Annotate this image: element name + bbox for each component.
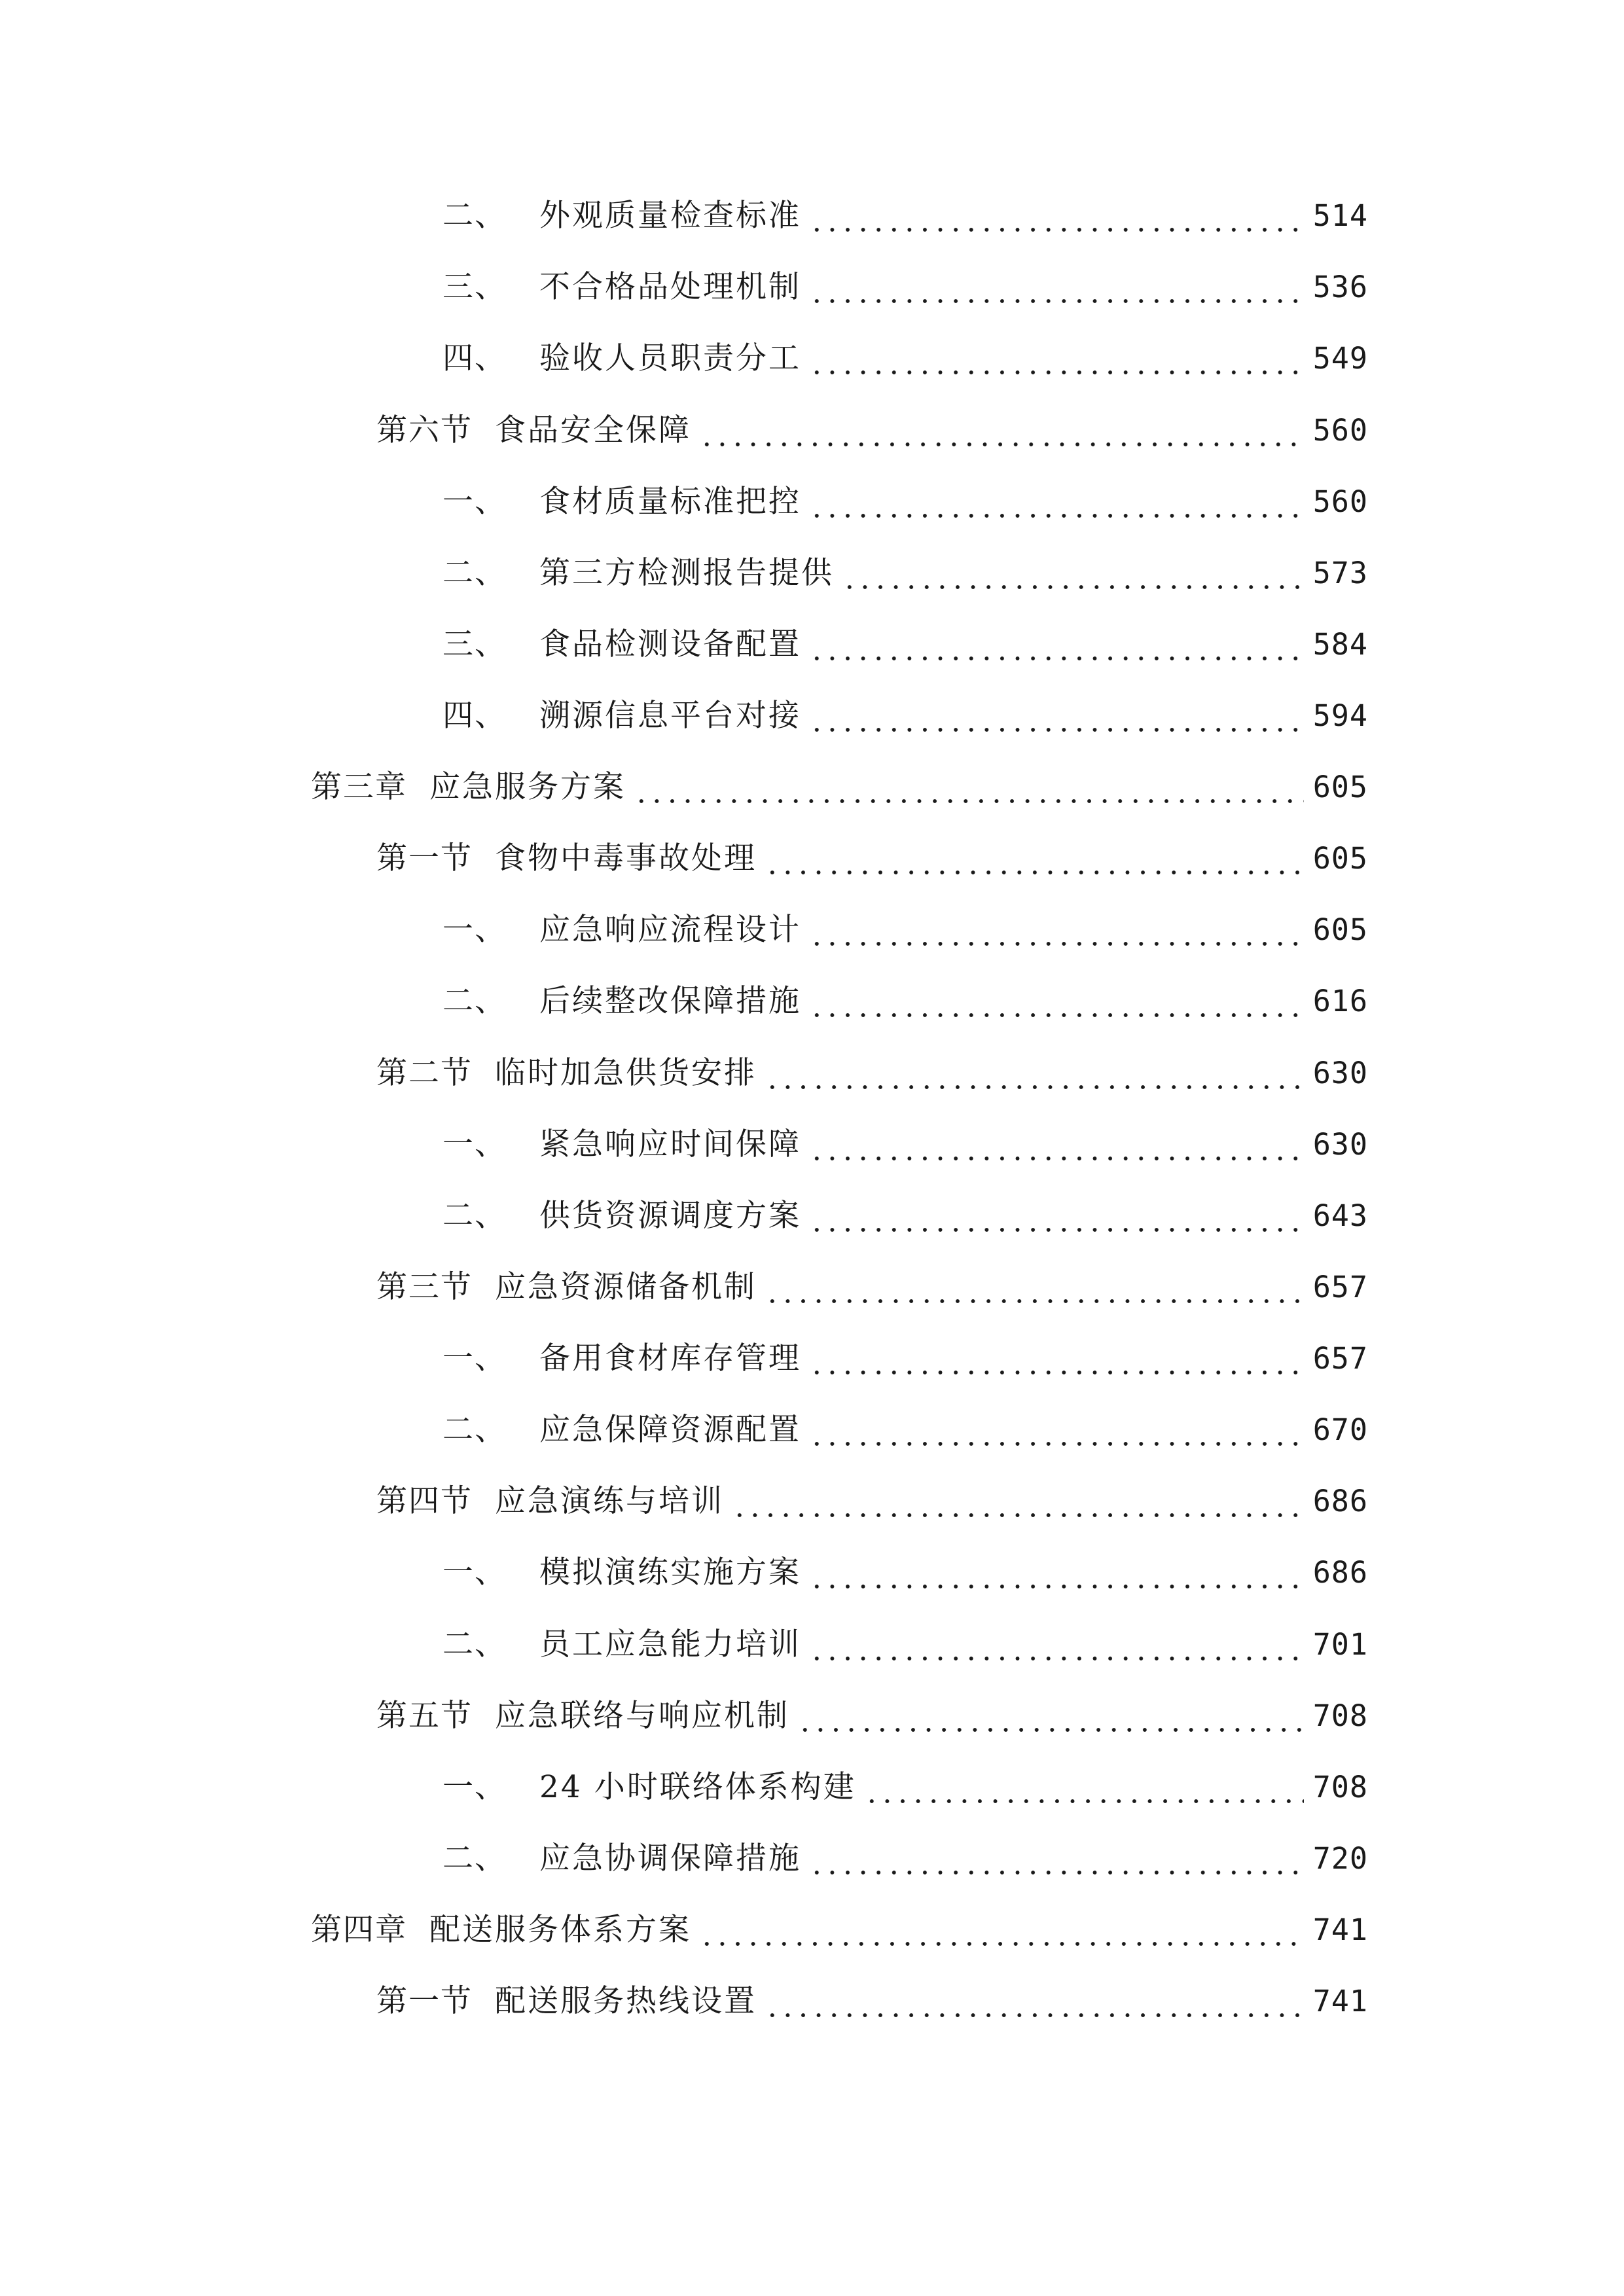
toc-entry[interactable] <box>311 1904 1368 1956</box>
entry-number: 第一节 <box>376 1983 473 2019</box>
dot-leader <box>842 547 1304 600</box>
entry-number: 二、 <box>442 983 507 1019</box>
dot-leader <box>809 261 1304 314</box>
dot-leader <box>797 1690 1304 1742</box>
dot-leader <box>809 904 1304 956</box>
toc-entry[interactable] <box>311 761 1368 814</box>
dot-leader <box>809 1333 1304 1385</box>
entry-title: 临时加急供货安排 <box>495 1055 757 1091</box>
dot-leader <box>765 833 1304 885</box>
entry-title: 24 小时联络体系构建 <box>539 1769 856 1805</box>
entry-page-number: 670 <box>1312 1412 1368 1447</box>
toc-entry[interactable] <box>442 476 1368 528</box>
entry-title: 应急保障资源配置 <box>539 1412 801 1448</box>
entry-page-number: 657 <box>1312 1341 1368 1376</box>
entry-page-number: 605 <box>1312 912 1368 947</box>
entry-title: 供货资源调度方案 <box>539 1198 801 1234</box>
toc-entry[interactable] <box>442 1833 1368 1885</box>
entry-number: 二、 <box>442 198 507 234</box>
toc-entry[interactable] <box>442 190 1368 242</box>
dot-leader <box>809 690 1304 742</box>
entry-number: 三、 <box>442 626 507 662</box>
entry-number: 一、 <box>442 1340 507 1376</box>
entry-title: 配送服务热线设置 <box>495 1983 757 2019</box>
entry-page-number: 657 <box>1312 1270 1368 1304</box>
entry-title: 溯源信息平台对接 <box>539 698 801 734</box>
entry-title: 外观质量检查标准 <box>539 198 801 234</box>
entry-page-number: 708 <box>1312 1698 1368 1733</box>
entry-title: 配送服务体系方案 <box>429 1912 691 1948</box>
entry-number: 二、 <box>442 1412 507 1448</box>
dot-leader <box>809 619 1304 671</box>
entry-number: 第三章 <box>311 769 407 805</box>
entry-page-number: 560 <box>1312 413 1368 448</box>
toc-entry[interactable] <box>442 904 1368 956</box>
entry-number: 四、 <box>442 698 507 734</box>
entry-page-number: 708 <box>1312 1770 1368 1804</box>
entry-title: 应急资源储备机制 <box>495 1269 757 1305</box>
entry-title: 员工应急能力培训 <box>539 1626 801 1662</box>
entry-page-number: 605 <box>1312 770 1368 804</box>
entry-title: 食品安全保障 <box>495 412 691 448</box>
dot-leader <box>634 761 1304 814</box>
entry-page-number: 686 <box>1312 1484 1368 1518</box>
dot-leader <box>732 1475 1304 1528</box>
entry-title: 后续整改保障措施 <box>539 983 801 1019</box>
entry-page-number: 536 <box>1312 270 1368 304</box>
entry-title: 模拟演练实施方案 <box>539 1554 801 1590</box>
entry-page-number: 741 <box>1312 1912 1368 1947</box>
toc-entry[interactable] <box>442 332 1368 385</box>
entry-page-number: 573 <box>1312 556 1368 590</box>
toc-entry[interactable] <box>442 547 1368 600</box>
dot-leader <box>765 1975 1304 2028</box>
toc-entry[interactable] <box>442 1547 1368 1599</box>
dot-leader <box>809 1547 1304 1599</box>
entry-title: 备用食材库存管理 <box>539 1340 801 1376</box>
dot-leader <box>809 975 1304 1028</box>
dot-leader <box>809 190 1304 242</box>
dot-leader <box>765 1261 1304 1314</box>
dot-leader <box>765 1047 1304 1100</box>
dot-leader <box>699 404 1304 457</box>
entry-number: 一、 <box>442 1769 507 1805</box>
entry-page-number: 549 <box>1312 341 1368 376</box>
toc-entry[interactable] <box>376 1261 1368 1314</box>
dot-leader <box>699 1904 1304 1956</box>
entry-number: 第四节 <box>376 1483 473 1519</box>
toc-entry[interactable] <box>376 1475 1368 1528</box>
toc-entry[interactable] <box>376 1975 1368 2028</box>
dot-leader <box>864 1761 1304 1814</box>
entry-number: 第六节 <box>376 412 473 448</box>
entry-page-number: 560 <box>1312 484 1368 519</box>
entry-title: 食材质量标准把控 <box>539 484 801 520</box>
dot-leader <box>809 1119 1304 1171</box>
entry-page-number: 686 <box>1312 1555 1368 1590</box>
entry-title: 第三方检测报告提供 <box>539 555 834 591</box>
entry-number: 第三节 <box>376 1269 473 1305</box>
toc-entry[interactable] <box>376 1047 1368 1100</box>
toc-entry[interactable] <box>442 1619 1368 1671</box>
entry-number: 一、 <box>442 1126 507 1162</box>
entry-page-number: 584 <box>1312 627 1368 662</box>
entry-page-number: 701 <box>1312 1627 1368 1662</box>
toc-entry[interactable] <box>442 261 1368 314</box>
entry-number: 一、 <box>442 1554 507 1590</box>
entry-number: 二、 <box>442 555 507 591</box>
toc-entry[interactable] <box>376 833 1368 885</box>
entry-page-number: 720 <box>1312 1841 1368 1876</box>
toc-entry[interactable] <box>442 1190 1368 1242</box>
entry-number: 第四章 <box>311 1912 407 1948</box>
entry-page-number: 605 <box>1312 841 1368 876</box>
entry-title: 应急协调保障措施 <box>539 1840 801 1876</box>
entry-title: 食物中毒事故处理 <box>495 840 757 876</box>
dot-leader <box>809 1833 1304 1885</box>
entry-page-number: 630 <box>1312 1056 1368 1090</box>
toc-entry[interactable] <box>376 1690 1368 1742</box>
entry-number: 第一节 <box>376 840 473 876</box>
entry-page-number: 514 <box>1312 198 1368 233</box>
toc-entry[interactable] <box>376 404 1368 457</box>
entry-page-number: 616 <box>1312 984 1368 1018</box>
dot-leader <box>809 332 1304 385</box>
entry-page-number: 594 <box>1312 698 1368 733</box>
dot-leader <box>809 1404 1304 1456</box>
entry-title: 应急联络与响应机制 <box>495 1698 789 1734</box>
entry-number: 二、 <box>442 1840 507 1876</box>
toc-entry[interactable] <box>442 1404 1368 1456</box>
entry-number: 一、 <box>442 912 507 948</box>
entry-title: 不合格品处理机制 <box>539 269 801 305</box>
entry-title: 紧急响应时间保障 <box>539 1126 801 1162</box>
entry-page-number: 630 <box>1312 1127 1368 1162</box>
toc-entry[interactable] <box>442 1761 1368 1814</box>
toc-entry[interactable] <box>442 1333 1368 1385</box>
entry-number: 四、 <box>442 340 507 376</box>
entry-number: 第二节 <box>376 1055 473 1091</box>
toc-entry[interactable] <box>442 619 1368 671</box>
entry-page-number: 741 <box>1312 1984 1368 2018</box>
dot-leader <box>809 476 1304 528</box>
toc-entry[interactable] <box>442 690 1368 742</box>
entry-title: 应急响应流程设计 <box>539 912 801 948</box>
entry-number: 一、 <box>442 484 507 520</box>
entry-page-number: 643 <box>1312 1198 1368 1233</box>
entry-title: 应急服务方案 <box>429 769 626 805</box>
entry-number: 二、 <box>442 1198 507 1234</box>
toc-entry[interactable] <box>442 1119 1368 1171</box>
entry-title: 应急演练与培训 <box>495 1483 724 1519</box>
entry-title: 验收人员职责分工 <box>539 340 801 376</box>
entry-number: 二、 <box>442 1626 507 1662</box>
dot-leader <box>809 1619 1304 1671</box>
entry-number: 三、 <box>442 269 507 305</box>
dot-leader <box>809 1190 1304 1242</box>
entry-title: 食品检测设备配置 <box>539 626 801 662</box>
toc-entry[interactable] <box>442 975 1368 1028</box>
entry-number: 第五节 <box>376 1698 473 1734</box>
